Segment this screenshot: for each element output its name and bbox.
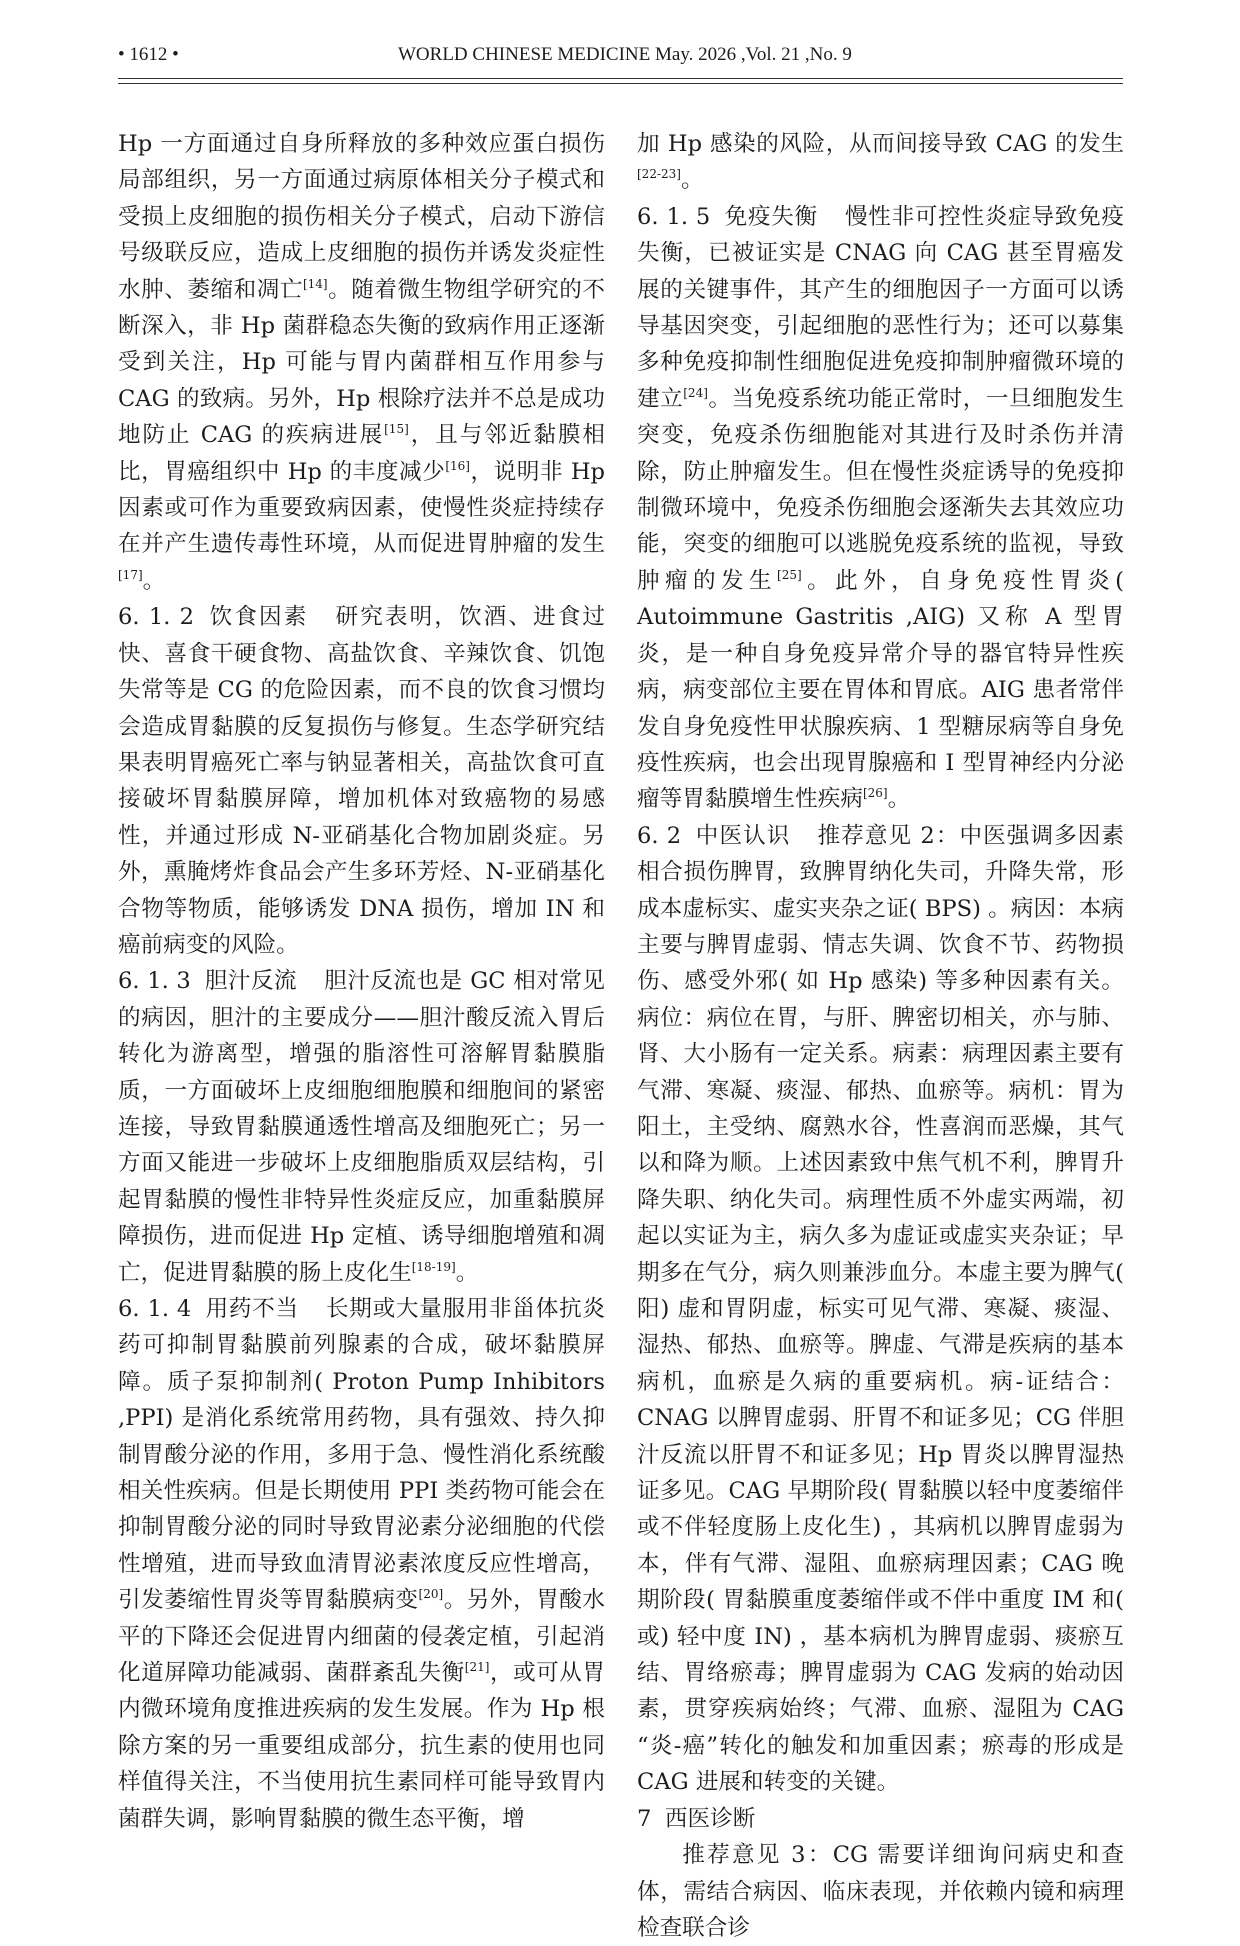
section-text: 长期或大量服用非甾体抗炎药可抑制胃黏膜前列腺素的合成，破坏黏膜屏障。质子泵抑制剂( Proton Pump Inhibitors ,PPI) 是消化系统常用药物，具有强效、持久抑制胃酸分泌的作用，多用于急、慢性消化系统酸相关性疾病。但是长期使用 PPI 类药物可能会在抑制胃酸分泌的同时导致胃泌素分泌细胞的代偿性增殖，进而导致血清胃泌素浓度反应性增高，引发萎缩性胃炎等胃黏膜病变	[118, 1296, 605, 1614]
journal-info: WORLD CHINESE MEDICINE May. 2026 ,Vol. 21 ,No. 9	[398, 44, 852, 65]
section-text: 。当免疫系统功能正常时，一旦细胞发生突变，免疫杀伤细胞能对其进行及时杀伤并清除，防止肿瘤发生。但在慢性炎症诱导的免疫抑制微环境中，免疫杀伤细胞会逐渐失去其效应功能，突变的细胞可以逃脱免疫系统的监视，导致肿瘤的发生	[637, 385, 1125, 594]
citation: [22-23]	[637, 167, 681, 182]
header-rule-thick	[118, 78, 1123, 79]
section-6-1-5	[637, 199, 1124, 818]
paragraph-continued	[637, 126, 1124, 199]
citation: [16]	[445, 458, 470, 473]
paragraph-text: Hp 一方面通过自身所释放的多种效应蛋白损伤局部组织，另一方面通过病原体相关分子模式和受损上皮细胞的损伤相关分子模式，启动下游信号级联反应，造成上皮细胞的损伤并诱发炎症性水肿、萎缩和凋亡	[118, 131, 605, 303]
paragraph-text: ，且与邻近黏膜相比，胃癌组织中 Hp 的丰度减少	[118, 422, 605, 485]
paragraph-text: 。	[142, 567, 166, 594]
section-text: 。此外，自身免疫性胃炎( Autoimmune Gastritis ,AIG) 又称 A 型胃炎，是一种自身免疫异常介导的器官特异性疾病，病变部位主要在胃体和胃底。AIG 患者常伴发自身免疫性甲状腺疾病、1 型糖尿病等自身免疫性疾病，也会出现胃腺癌和 Ⅰ 型胃神经内分泌瘤等胃黏膜增生性疾病	[637, 567, 1124, 813]
citation: [18-19]	[411, 1259, 456, 1274]
section-title: 胆汁反流	[204, 968, 298, 995]
paragraph-text: 加 Hp 感染的风险，从而间接导致 CAG 的发生	[637, 131, 1124, 157]
header-rule-thin	[118, 83, 1123, 84]
paragraph-text: 。随着微生物组学研究的不断深入，非 Hp 菌群稳态失衡的致病作用正逐渐受到关注，Hp 可能与胃内菌群相互作用参与 CAG 的致病。另外，Hp 根除疗法并不总是成功地防止 CAG 的疾病进展	[118, 276, 606, 449]
citation: [20]	[418, 1587, 444, 1602]
right-column	[637, 126, 1124, 1946]
citation: [17]	[118, 567, 143, 582]
section-text: 。	[455, 1259, 479, 1286]
section-6-1-3	[118, 963, 605, 1291]
section-text: ，或可从胃内微环境角度推进疾病的发生发展。作为 Hp 根除方案的另一重要组成部分，抗生素的使用也同样值得关注，不当使用抗生素同样可能导致胃内菌群失调，影响胃黏膜的微生态平衡，增	[118, 1660, 606, 1832]
paragraph-hp-mechanism	[118, 126, 605, 599]
section-text: 。	[887, 786, 911, 813]
section-title: 中医认识	[694, 822, 791, 849]
section-title: 免疫失衡	[723, 203, 818, 230]
section-number: 7	[637, 1805, 652, 1832]
left-column	[118, 126, 605, 1837]
section-text: 推荐意见 2：中医强调多因素相合损伤脾胃，致脾胃纳化失司，升降失常，形成本虚标实、虚实夹杂之证( BPS) 。病因：本病主要与脾胃虚弱、情志失调、饮食不节、药物损伤、感受外邪( 如 Hp 感染) 等多种因素有关。病位：病位在胃，与肝、脾密切相关，亦与肺、肾、大小肠有一定关系。病素：病理因素主要有气滞、寒凝、痰湿、郁热、血瘀等。病机：胃为阳土，主受纳、腐熟水谷，性喜润而恶燥，其气以和降为顺。上述因素致中焦气机不利，脾胃升降失职、纳化失司。病理性质不外虚实两端，初起以实证为主，病久多为虚证或虚实夹杂证；早期多在气分，病久则兼涉血分。本虚主要为脾气( 阳) 虚和胃阴虚，标实可见气滞、寒凝、痰湿、湿热、郁热、血瘀等。脾虚、气滞是疾病的基本病机，血瘀是久病的重要病机。病-证结合：CNAG 以脾胃虚弱、肝胃不和证多见；CG 伴胆汁反流以肝胃不和证多见；Hp 胃炎以脾胃湿热证多见。CAG 早期阶段( 胃黏膜以轻中度萎缩伴或不伴轻度肠上皮化生) ，其病机以脾胃虚弱为本，伴有气滞、湿阻、血瘀病理因素；CAG 晚期阶段( 胃黏膜重度萎缩伴或不伴中重度 IM 和( 或) 轻中度 IN) ，基本病机为脾胃虚弱、痰瘀互结、胃络瘀毒；脾胃虚弱为 CAG 发病的始动因素，贯穿疾病始终；气滞、血瘀、湿阻为 CAG “炎-癌”转化的触发和加重因素；瘀毒的形成是 CAG 进展和转变的关键。	[637, 822, 1125, 1796]
paragraph-text: ，说明非 Hp 因素或可作为重要致病因素，使慢性炎症持续存在并产生遗传毒性环境，从而促进胃肿瘤的发生	[118, 458, 605, 558]
section-number: 6. 1. 2	[118, 604, 195, 631]
citation: [21]	[464, 1660, 490, 1675]
citation: [26]	[862, 786, 888, 801]
section-6-1-2	[118, 599, 605, 963]
section-6-1-4	[118, 1291, 605, 1837]
section-title: 用药不当	[204, 1296, 299, 1322]
section-text: 。另外，胃酸水平的下降还会促进胃内细菌的侵袭定植，引起消化道屏障功能减弱、菌群紊乱失衡	[118, 1587, 606, 1687]
citation: [14]	[302, 276, 328, 291]
citation: [24]	[683, 385, 708, 400]
section-number: 6. 2	[637, 822, 682, 849]
section-text: 胆汁反流也是 GC 相对常见的病因，胆汁的主要成分——胆汁酸反流入胃后转化为游离型，增强的脂溶性可溶解胃黏膜脂质，一方面破坏上皮细胞细胞膜和细胞间的紧密连接，导致胃黏膜通透性增高及细胞死亡；另一方面又能进一步破坏上皮细胞脂质双层结构，引起胃黏膜的慢性非特异性炎症反应，加重黏膜屏障损伤，进而促进 Hp 定植、诱导细胞增殖和凋亡，促进胃黏膜的肠上皮化生	[118, 968, 605, 1286]
section-number: 6. 1. 4	[118, 1296, 192, 1322]
section-number: 6. 1. 3	[118, 968, 191, 995]
page-number: • 1612 •	[118, 44, 179, 65]
section-number: 6. 1. 5	[637, 203, 711, 230]
page-header	[118, 38, 1123, 86]
section-title: 饮食因素	[207, 604, 309, 631]
section-text: 慢性非可控性炎症导致免疫失衡，已被证实是 CNAG 向 CAG 甚至胃癌发展的关键事件，其产生的细胞因子一方面可以诱导基因突变，引起细胞的恶性行为；还可以募集多种免疫抑制性细胞促进免疫抑制肿瘤微环境的建立	[637, 203, 1124, 412]
section-title: 西医诊断	[664, 1805, 756, 1832]
section-text: 研究表明，饮酒、进食过快、喜食干硬食物、高盐饮食、辛辣饮食、饥饱失常等是 CG 的危险因素，而不良的饮食习惯均会造成胃黏膜的反复损伤与修复。生态学研究结果表明胃癌死亡率与钠显著相关，高盐饮食可直接破坏胃黏膜屏障，增加机体对致癌物的易感性，并通过形成 N-亚硝基化合物加剧炎症。另外，熏腌烤炸食品会产生多环芳烃、N-亚硝基化合物等物质，能够诱发 DNA 损伤，增加 IN 和癌前病变的风险。	[118, 604, 606, 958]
section-6-2	[637, 818, 1124, 1801]
section-7-text: 推荐意见 3：CG 需要详细询问病史和查体，需结合病因、临床表现，并依赖内镜和病理检查联合诊	[637, 1842, 1124, 1941]
section-7-heading	[637, 1801, 1124, 1837]
citation: [25]	[777, 567, 802, 582]
citation: [15]	[384, 422, 409, 437]
paragraph-text: 。	[680, 167, 704, 194]
